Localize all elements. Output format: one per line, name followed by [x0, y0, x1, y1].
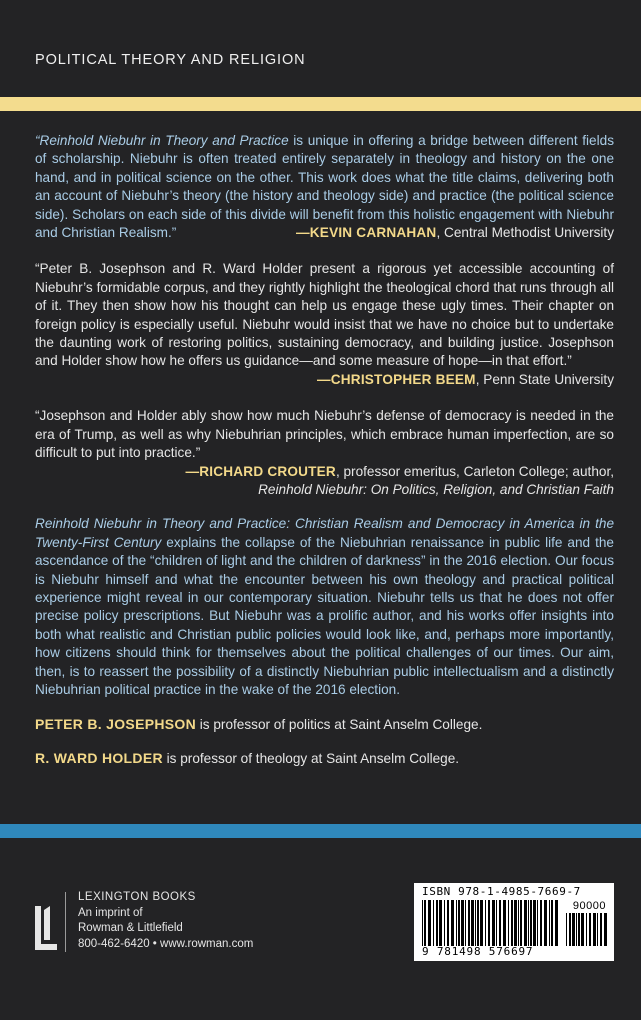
author-bio-1 — [35, 715, 614, 734]
barcode-addon-bars — [566, 913, 608, 946]
endorsement-2: “Peter B. Josephson and R. Ward Holder present a rigorous yet accessible accounting of Niebuhr’s formidable corpus, and they rightly highlight the theological chord that runs through all of it. They then show how his thought can help us engage these ugly times. Their chapter on foreign policy is especially useful. Niebuhr would insist that we have no choice but to undertake the daunting work of restoring politics, sustaining democracy, and building justice. Josephson and Holder show how he offers us guidance—and some measure of hope—in that effort.” — [35, 261, 614, 369]
author-bio-text: is professor of politics at Saint Anselm College. — [196, 717, 483, 733]
bottom-color-band — [0, 824, 641, 838]
author-name: PETER B. JOSEPHSON — [35, 716, 196, 733]
dash: — — [185, 463, 200, 479]
book-description — [35, 515, 614, 699]
endorser-affiliation: , professor emeritus, Carleton College; author, — [335, 463, 614, 479]
series-title: POLITICAL THEORY AND RELIGION — [35, 52, 306, 68]
publisher-divider — [65, 892, 66, 952]
barcode-bars — [422, 900, 560, 946]
ean-digits: 9 781498 576697 — [422, 945, 534, 958]
endorsement-3: “Josephson and Holder ably show how much Niebuhr’s defense of democracy is needed in the era of Trump, as well as why Niebuhrian principles, which embrace human imperfection, are so difficult to put into practice.” — [35, 408, 614, 461]
book-full-title: Reinhold Niebuhr in Theory and Practice: Christian Realism and Democracy in America in the Twenty-First Century — [35, 516, 614, 550]
endorser-name: CHRISTOPHER BEEM — [330, 371, 476, 387]
dash: — — [316, 371, 331, 387]
top-color-band — [0, 97, 641, 111]
isbn-barcode — [414, 883, 614, 961]
imprint-line: An imprint of — [78, 906, 143, 919]
endorsement-1-book-title: Reinhold Niebuhr in Theory and Practice — [39, 133, 289, 148]
isbn-text: ISBN 978-1-4985-7669-7 — [422, 885, 581, 898]
description-body: explains the collapse of the Niebuhrian renaissance in public life and the ascendance of the “children of light and the children of darkness” in the 2016 election. Our focus is Niebuhr himself and what the encounter between his own theology and practical political experience might reveal in our contemporary situation. Niebuhr tells us that he does not offer precise policy prescriptions. But Niebuhr was a prolific author, and his works offer insights into both what realistic and Christian public policies would look like, and, perhaps more importantly, how citizens should think for themselves about the political challenges of our times. Our aim, then, is to reassert the possibility of a distinctly Niebuhrian public intellectualism and a distinctly Niebuhrian political practice in the wake of the 2016 election. — [35, 534, 614, 697]
endorser-name: KEVIN CARNAHAN — [309, 225, 437, 241]
dash: — — [295, 225, 310, 241]
endorser-affiliation: , Central Methodist University — [436, 225, 614, 241]
author-bio-2 — [35, 749, 614, 768]
back-cover-text — [35, 132, 614, 768]
publisher-name: LEXINGTON BOOKS — [78, 891, 196, 903]
lexington-logo-icon — [35, 906, 57, 950]
endorser-book: Reinhold Niebuhr: On Politics, Religion, and Christian Faith — [258, 481, 614, 497]
parent-publisher: Rowman & Littlefield — [78, 922, 183, 934]
endorser-affiliation: , Penn State University — [475, 371, 614, 387]
author-bio-text: is professor of theology at Saint Anselm College. — [162, 750, 460, 766]
endorsement-1-body: is unique in offering a bridge between different fields of scholarship. Niebuhr is often treated entirely separately in theology and history on the one hand, and in political science on the other. This work does what the title claims, delivering both an account of Niebuhr’s theory (the history and theology side) and practice (the political science side). Scholars on each side of this divide will benefit from this holistic engagement with Niebuhr and Christian Realism.” — [35, 133, 614, 241]
open-quote: “ — [35, 133, 40, 148]
author-name: R. WARD HOLDER — [35, 749, 163, 766]
endorsement-2-attribution — [35, 371, 614, 389]
endorsement-3-attribution — [35, 463, 614, 500]
endorser-name: RICHARD CROUTER — [199, 463, 336, 479]
publisher-contact: 800-462-6420 • www.rowman.com — [78, 937, 254, 950]
publisher-block — [35, 890, 253, 952]
price-code: 90000 — [572, 900, 606, 912]
